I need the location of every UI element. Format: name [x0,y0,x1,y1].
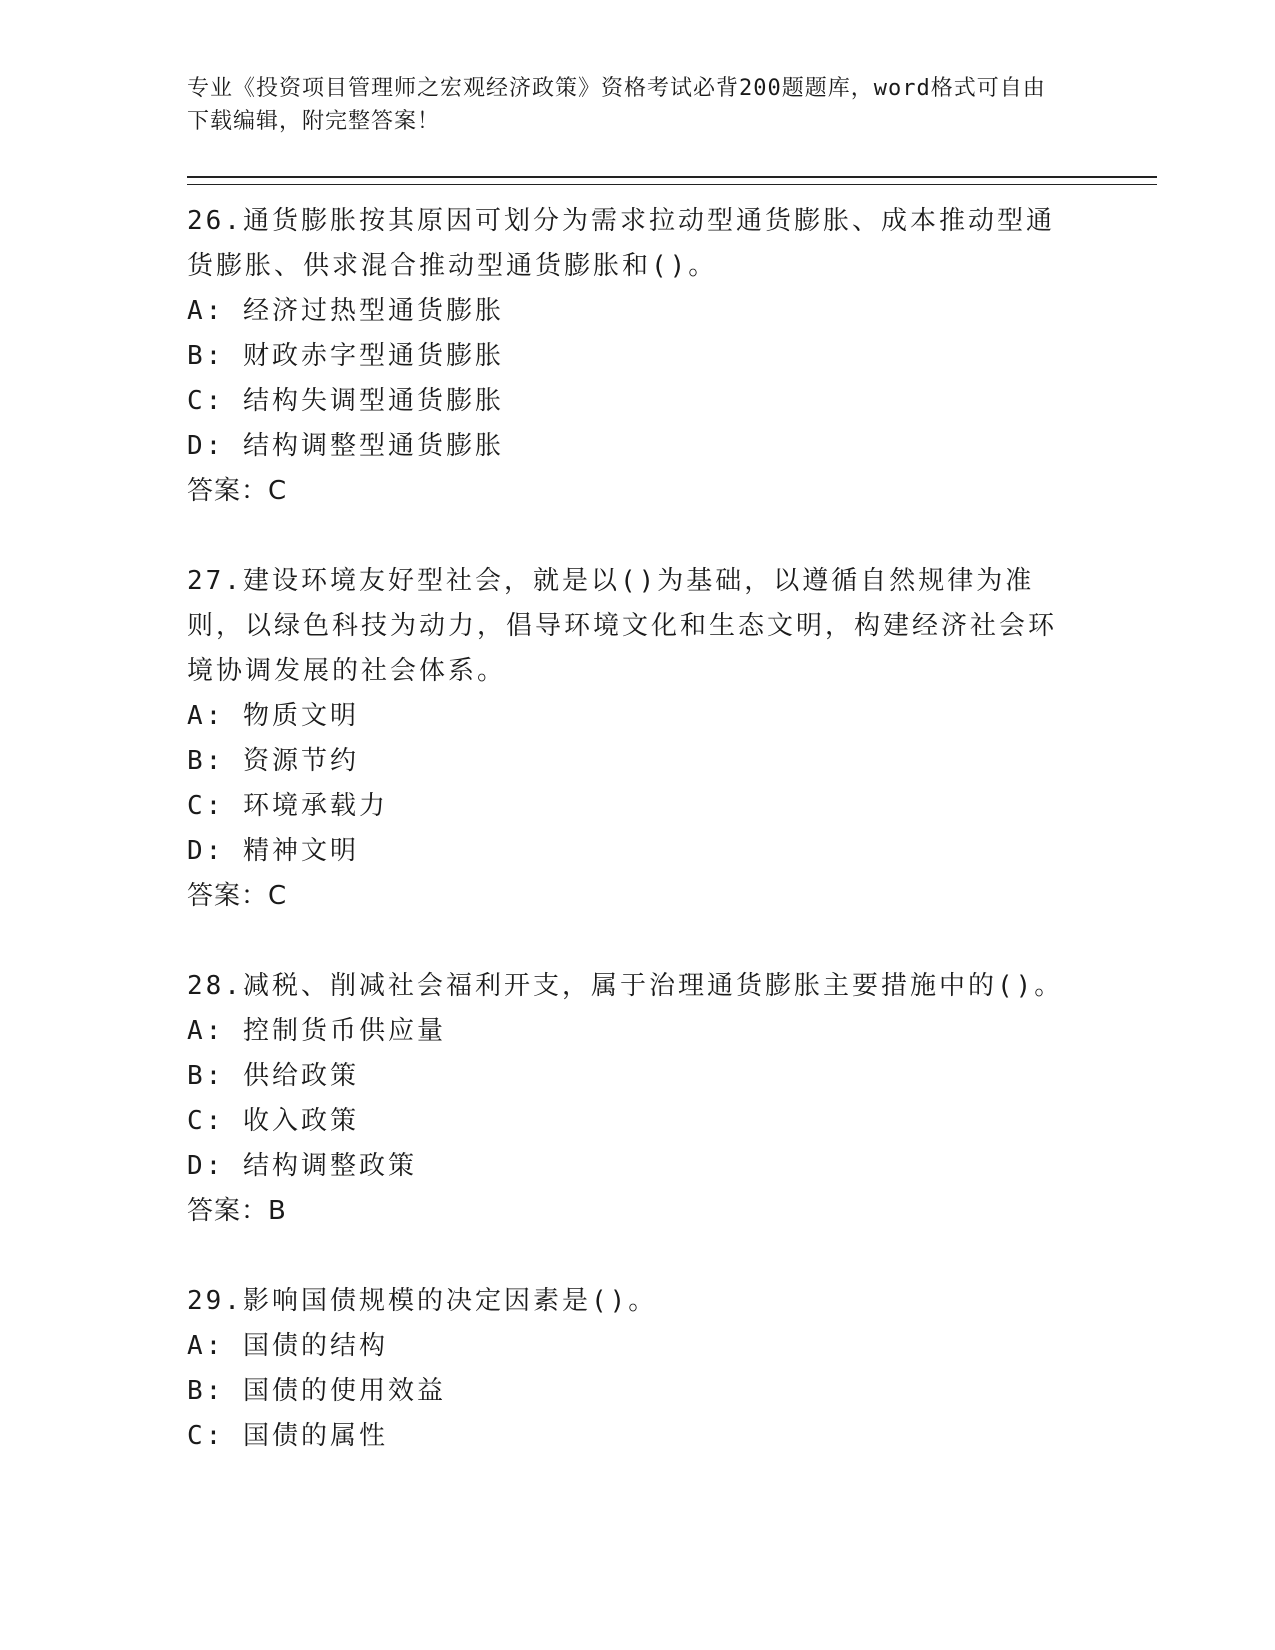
option-c: C: 国债的属性 [187,1421,388,1451]
option-c: C: 结构失调型通货膨胀 [187,386,504,416]
question-stem: 28.减税、削减社会福利开支，属于治理通货膨胀主要措施中的()。 [187,971,1064,1001]
question-27 [187,559,1157,919]
answer-line: 答案：C [187,881,288,911]
document-page [187,72,1157,1504]
question-stem: 27.建设环境友好型社会，就是以()为基础，以遵循自然规律为准则，以绿色科技为动力，倡导环境文化和生态文明，构建经济社会环境协调发展的社会体系。 [187,566,1058,686]
question-list [187,199,1157,1459]
option-d: D: 结构调整政策 [187,1151,417,1181]
option-c: C: 环境承载力 [187,791,388,821]
option-b: B: 资源节约 [187,746,359,776]
option-b: B: 供给政策 [187,1061,359,1091]
option-a: A: 国债的结构 [187,1331,388,1361]
answer-line: 答案：B [187,1196,287,1226]
option-a: A: 物质文明 [187,701,359,731]
option-a: A: 控制货币供应量 [187,1016,446,1046]
question-28 [187,964,1157,1234]
option-b: B: 财政赤字型通货膨胀 [187,341,504,371]
question-stem: 26.通货膨胀按其原因可划分为需求拉动型通货膨胀、成本推动型通货膨胀、供求混合推动型通货膨胀和()。 [187,206,1055,281]
option-d: D: 结构调整型通货膨胀 [187,431,504,461]
header-divider [187,176,1157,185]
answer-line: 答案：C [187,476,288,506]
question-29 [187,1279,1157,1459]
question-stem: 29.影响国债规模的决定因素是()。 [187,1286,658,1316]
option-b: B: 国债的使用效益 [187,1376,446,1406]
option-c: C: 收入政策 [187,1106,359,1136]
option-a: A: 经济过热型通货膨胀 [187,296,504,326]
document-header: 专业《投资项目管理师之宏观经济政策》资格考试必背200题题库，word格式可自由下载编辑，附完整答案！ [187,76,1046,134]
option-d: D: 精神文明 [187,836,359,866]
question-26 [187,199,1157,514]
